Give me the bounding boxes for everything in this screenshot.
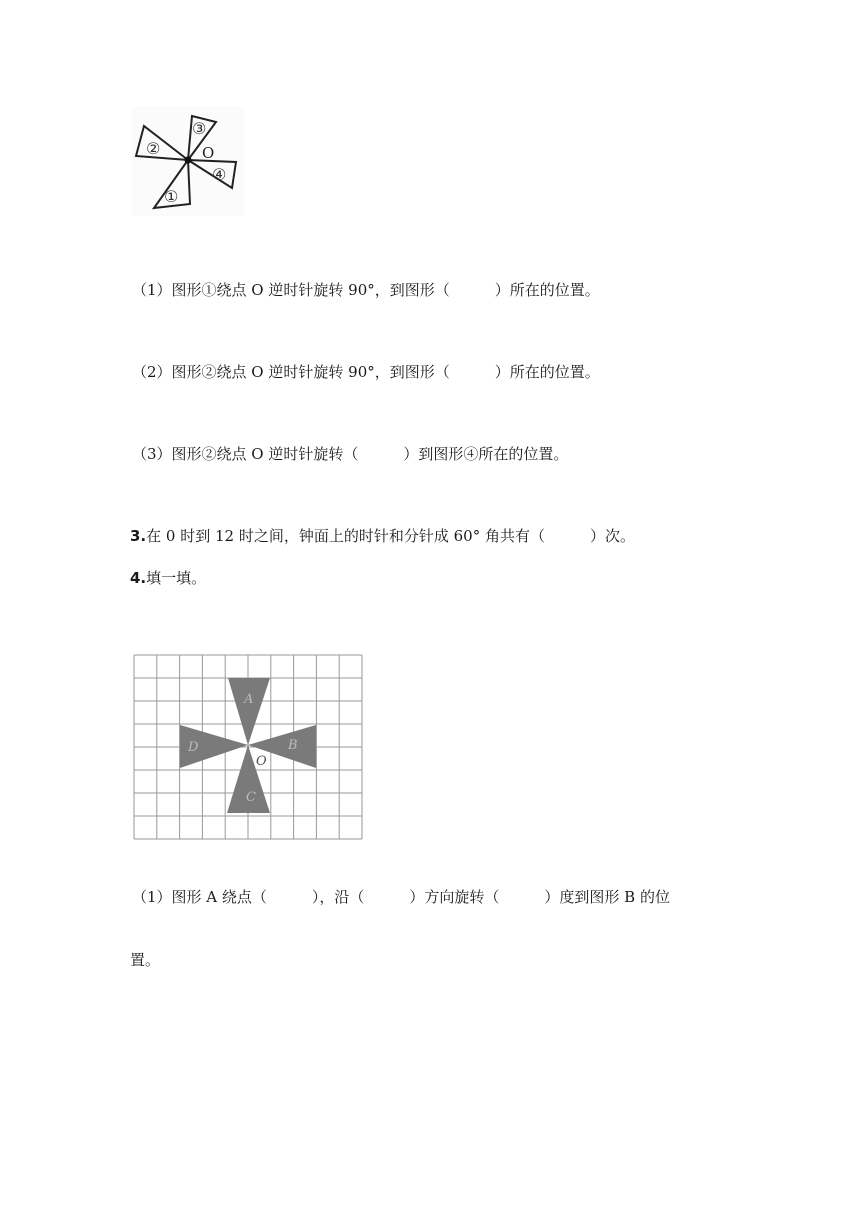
piece-label-1: ① [164,187,179,206]
question-3-number: 3. [130,527,147,545]
question-2-1: （1）图形①绕点 O 逆时针旋转 90°，到图形（ ）所在的位置。 [132,281,600,299]
question-3-text: 在 0 时到 12 时之间，钟面上的时针和分针成 60° 角共有（ ）次。 [146,527,635,545]
piece-label-3: ③ [192,119,207,138]
question-4-number: 4. [130,569,147,587]
question-2-3: （3）图形②绕点 O 逆时针旋转（ ）到图形④所在的位置。 [132,445,569,463]
question-3 [130,526,635,546]
piece-label-2: ② [146,139,161,158]
piece-label-4: ④ [212,165,227,184]
center-label-o: O [256,754,267,769]
shape-label-d: D [188,740,199,755]
shape-a [228,678,270,745]
question-2-2: （2）图形②绕点 O 逆时针旋转 90°，到图形（ ）所在的位置。 [132,363,600,381]
center-label: O [202,144,215,162]
shape-label-b: B [288,738,298,753]
shape-label-a: A [244,692,254,707]
question-4-text: 填一填。 [146,569,207,587]
question-4 [130,568,206,588]
shape-label-c: C [246,790,256,805]
pinwheel-figure [128,104,248,220]
question-4-1-line-1: （1）图形 A 绕点（ ），沿（ ）方向旋转（ ）度到图形 B 的位 [132,888,670,906]
grid-rotation-figure [132,653,366,841]
center-point [185,157,192,164]
question-4-1-line-2: 置。 [130,951,161,969]
